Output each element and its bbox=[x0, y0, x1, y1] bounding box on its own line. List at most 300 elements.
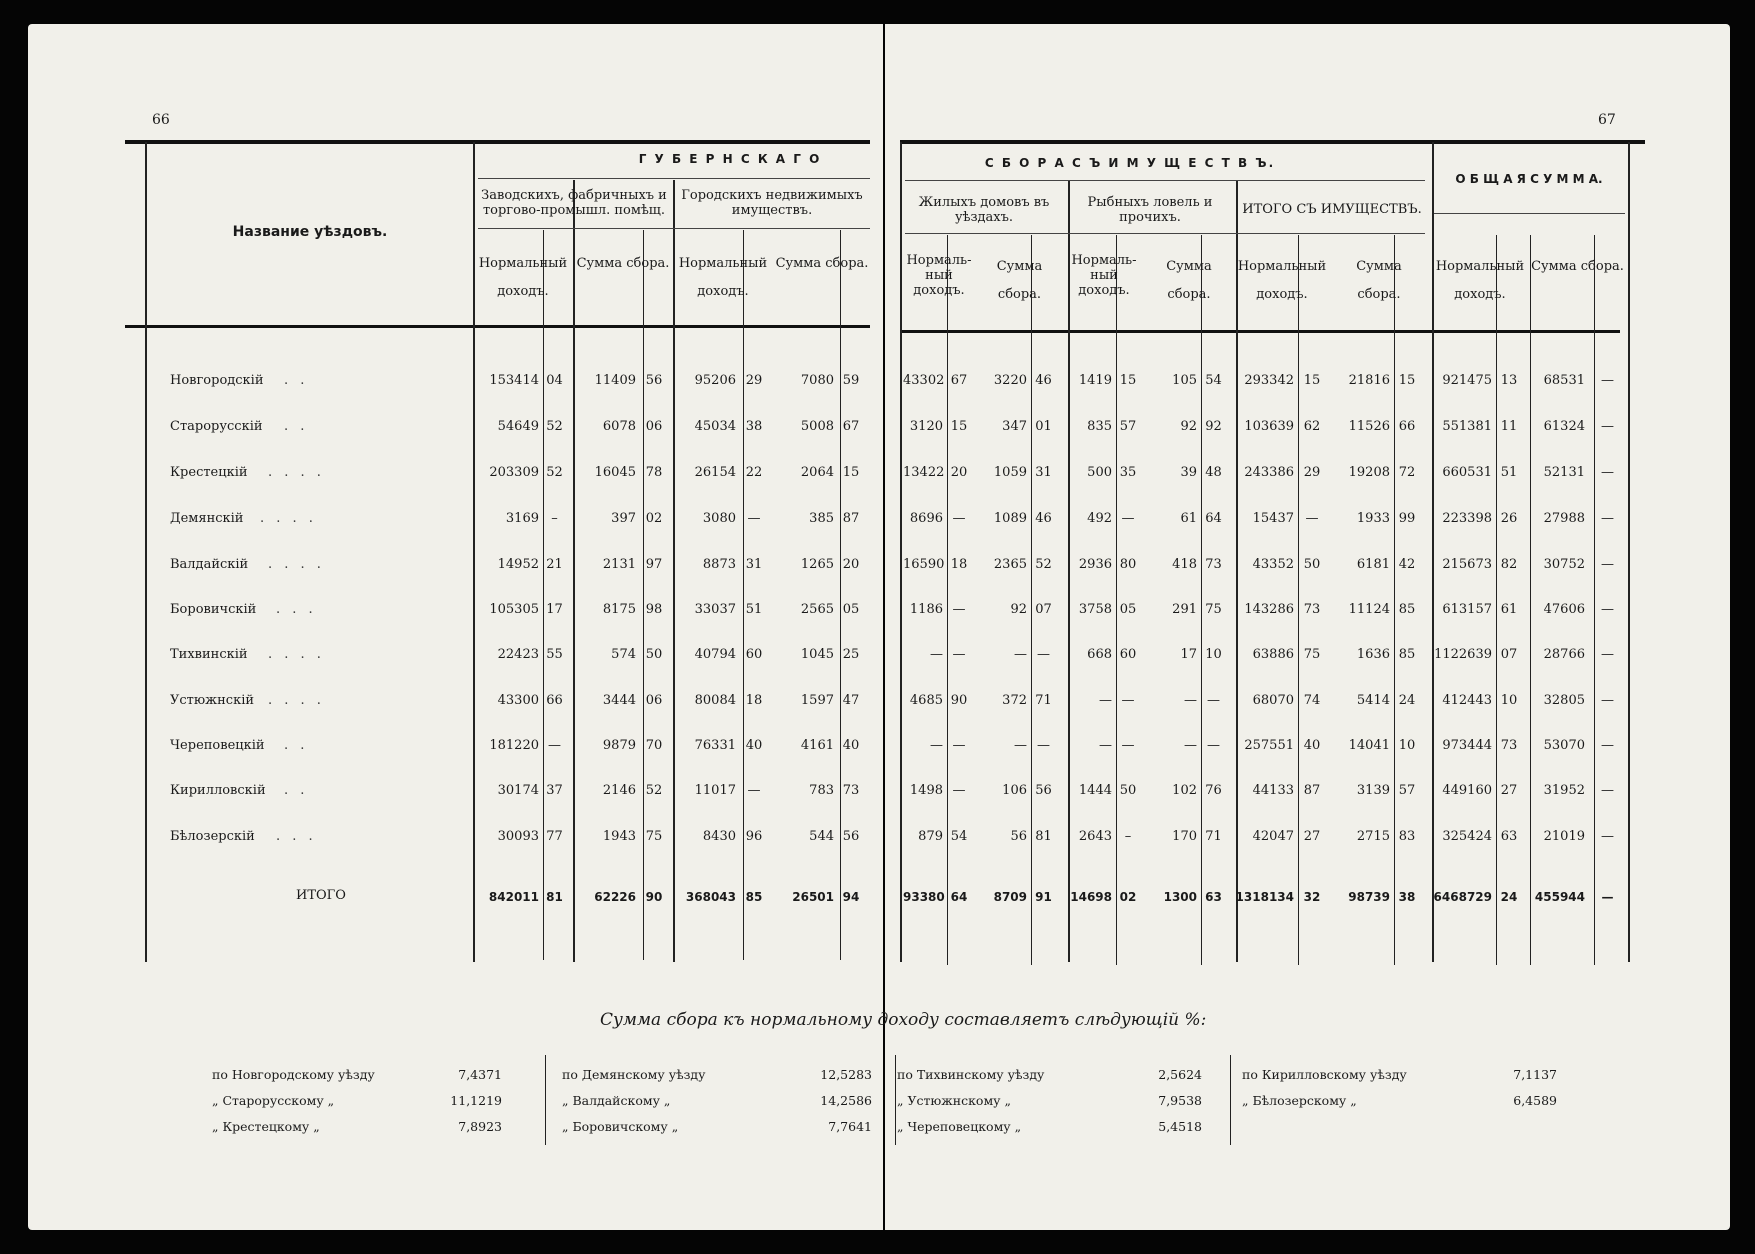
total-value: 91 bbox=[1035, 890, 1052, 904]
cell-value: 76331 bbox=[694, 738, 736, 753]
total-value: 6468729 bbox=[1433, 890, 1492, 904]
summary-label: „ Боровичскому „ bbox=[562, 1119, 679, 1134]
total-value: 14698 bbox=[1070, 890, 1112, 904]
total-value: 98739 bbox=[1348, 890, 1390, 904]
cell-value: 3139 bbox=[1356, 783, 1390, 798]
summary-value: 7,4371 bbox=[458, 1067, 502, 1082]
cell-value: 80084 bbox=[694, 693, 736, 708]
cell-value: 4685 bbox=[909, 693, 943, 708]
cell-value: 75 bbox=[645, 829, 663, 844]
cell-value: — bbox=[1037, 647, 1050, 662]
sub-header: Сумма сбора. bbox=[1356, 259, 1402, 302]
cell-value: 1089 bbox=[993, 511, 1027, 526]
cell-value: 47606 bbox=[1543, 602, 1585, 617]
cell-value: 2131 bbox=[602, 557, 636, 572]
total-value: 93380 bbox=[903, 890, 945, 904]
cell-value: 68531 bbox=[1543, 373, 1585, 388]
cell-value: 8175 bbox=[602, 602, 636, 617]
summary-rule bbox=[1230, 1055, 1231, 1145]
cell-value: 10 bbox=[1205, 647, 1222, 662]
cell-value: 59 bbox=[842, 373, 860, 388]
cell-value: — bbox=[1601, 783, 1614, 798]
cell-value: 77 bbox=[546, 829, 563, 844]
cell-value: 1419 bbox=[1078, 373, 1112, 388]
cell-value: 11409 bbox=[594, 373, 636, 388]
column-rule bbox=[1496, 235, 1497, 965]
cell-value: 143286 bbox=[1244, 602, 1294, 617]
district-name: Кирилловскій bbox=[170, 783, 266, 798]
sub-header: Нормальный доходъ. bbox=[478, 256, 568, 299]
cell-value: 52131 bbox=[1543, 465, 1585, 480]
cell-value: 3220 bbox=[993, 373, 1027, 388]
cell-value: 47 bbox=[842, 693, 860, 708]
cell-value: — bbox=[1207, 738, 1220, 753]
cell-value: 83 bbox=[1398, 829, 1416, 844]
cell-value: 57 bbox=[1398, 783, 1416, 798]
dot-leader: . . . . bbox=[268, 647, 325, 662]
cell-value: 51 bbox=[1500, 465, 1518, 480]
summary-rule bbox=[545, 1055, 546, 1145]
cell-value: 106 bbox=[1002, 783, 1027, 798]
cell-value: — bbox=[1305, 511, 1319, 526]
cell-value: 6181 bbox=[1356, 557, 1390, 572]
cell-value: 54 bbox=[1205, 373, 1222, 388]
cell-value: 66 bbox=[1398, 419, 1416, 434]
sub-header: Сумма сбора. bbox=[576, 256, 670, 271]
table-rule bbox=[900, 330, 1620, 333]
header-rule bbox=[1434, 213, 1625, 214]
summary-value: 12,5283 bbox=[820, 1067, 872, 1082]
cell-value: 73 bbox=[1205, 557, 1222, 572]
cell-value: 30174 bbox=[497, 783, 539, 798]
cell-value: 243386 bbox=[1244, 465, 1294, 480]
cell-value: 25 bbox=[842, 647, 860, 662]
cell-value: 385 bbox=[809, 511, 834, 526]
cell-value: 37 bbox=[546, 783, 563, 798]
cell-value: 15 bbox=[842, 465, 860, 480]
summary-rule bbox=[895, 1055, 896, 1145]
summary-value: 6,4589 bbox=[1513, 1093, 1557, 1108]
district-name: Боровичскій bbox=[170, 602, 257, 617]
cell-value: 9879 bbox=[602, 738, 636, 753]
total-value: 8709 bbox=[993, 890, 1027, 904]
cell-value: 257551 bbox=[1244, 738, 1294, 753]
cell-value: 1933 bbox=[1356, 511, 1390, 526]
cell-value: 72 bbox=[1398, 465, 1416, 480]
cell-value: 53070 bbox=[1543, 738, 1585, 753]
sub-header: Нормаль-ный доходъ. bbox=[1071, 253, 1137, 298]
cell-value: 33037 bbox=[694, 602, 736, 617]
dot-leader: . . . . bbox=[260, 511, 317, 526]
cell-value: 29 bbox=[745, 373, 763, 388]
cell-value: 81 bbox=[1035, 829, 1052, 844]
cell-value: 203309 bbox=[489, 465, 539, 480]
cell-value: 80 bbox=[1119, 557, 1137, 572]
header-title-left: Г У Б Е Р Н С К А Г О bbox=[638, 152, 822, 166]
cell-value: 21816 bbox=[1348, 373, 1390, 388]
cell-value: 50 bbox=[1303, 557, 1321, 572]
cell-value: — bbox=[1601, 602, 1614, 617]
cell-value: 11017 bbox=[694, 783, 736, 798]
cell-value: 07 bbox=[1035, 602, 1052, 617]
cell-value: — bbox=[952, 602, 966, 617]
cell-value: 660531 bbox=[1442, 465, 1492, 480]
summary-label: „ Череповецкому „ bbox=[897, 1119, 1022, 1134]
cell-value: 98 bbox=[645, 602, 663, 617]
cell-value: 153414 bbox=[489, 373, 539, 388]
cell-value: 1122639 bbox=[1434, 647, 1492, 662]
cell-value: 75 bbox=[1205, 602, 1222, 617]
table-rule bbox=[900, 140, 1645, 144]
cell-value: — bbox=[1601, 829, 1614, 844]
summary-value: 14,2586 bbox=[820, 1093, 872, 1108]
cell-value: 21 bbox=[546, 557, 563, 572]
total-value: 38 bbox=[1398, 890, 1416, 904]
cell-value: 10 bbox=[1500, 693, 1518, 708]
dot-leader: . . bbox=[284, 783, 309, 798]
cell-value: 22423 bbox=[497, 647, 539, 662]
cell-value: 1045 bbox=[800, 647, 834, 662]
cell-value: — bbox=[952, 511, 966, 526]
cell-value: — bbox=[1601, 511, 1614, 526]
cell-value: 2715 bbox=[1356, 829, 1390, 844]
cell-value: 70 bbox=[645, 738, 663, 753]
cell-value: 8696 bbox=[909, 511, 943, 526]
cell-value: 35 bbox=[1119, 465, 1137, 480]
district-name: Тихвинскій bbox=[170, 647, 248, 662]
cell-value: — bbox=[1601, 693, 1614, 708]
cell-value: 68070 bbox=[1252, 693, 1294, 708]
cell-value: 921475 bbox=[1442, 373, 1492, 388]
cell-value: 90 bbox=[950, 693, 968, 708]
cell-value: 22 bbox=[745, 465, 763, 480]
cell-value: — bbox=[1121, 693, 1135, 708]
total-value: 90 bbox=[645, 890, 663, 904]
cell-value: 96 bbox=[745, 829, 763, 844]
column-rule bbox=[1594, 235, 1595, 965]
cell-value: 52 bbox=[546, 419, 563, 434]
cell-value: 19208 bbox=[1348, 465, 1390, 480]
column-rule bbox=[1201, 235, 1202, 965]
cell-value: — bbox=[1601, 738, 1614, 753]
cell-value: 06 bbox=[645, 693, 663, 708]
cell-value: 44133 bbox=[1252, 783, 1294, 798]
cell-value: 29 bbox=[1303, 465, 1321, 480]
district-name: Демянскій bbox=[170, 511, 244, 526]
cell-value: — bbox=[1014, 738, 1027, 753]
cell-value: 48 bbox=[1205, 465, 1222, 480]
column-rule bbox=[743, 230, 744, 960]
summary-label: по Кирилловскому уѣзду bbox=[1242, 1067, 1407, 1082]
district-name: Старорусскій bbox=[170, 419, 263, 434]
cell-value: 325424 bbox=[1442, 829, 1492, 844]
cell-value: 85 bbox=[1398, 647, 1416, 662]
cell-value: 39 bbox=[1180, 465, 1197, 480]
cell-value: 28766 bbox=[1543, 647, 1585, 662]
cell-value: 13422 bbox=[903, 465, 945, 480]
sub-header: Сумма сбора. bbox=[1531, 259, 1624, 274]
cell-value: 449160 bbox=[1442, 783, 1492, 798]
summary-label: по Новгородскому уѣзду bbox=[212, 1067, 375, 1082]
cell-value: 67 bbox=[950, 373, 968, 388]
cell-value: 24 bbox=[1398, 693, 1416, 708]
group-header: Городскихъ недвижимыхъ имуществъ. bbox=[681, 188, 863, 218]
district-name: Устюжнскій bbox=[170, 693, 255, 708]
total-value: 85 bbox=[745, 890, 763, 904]
cell-value: — bbox=[1099, 693, 1112, 708]
total-value: 842011 bbox=[488, 890, 539, 904]
cell-value: 40 bbox=[842, 738, 860, 753]
total-value: 1318134 bbox=[1235, 890, 1294, 904]
header-rule bbox=[905, 233, 1425, 234]
cell-value: 02 bbox=[645, 511, 663, 526]
cell-value: 05 bbox=[1119, 602, 1137, 617]
summary-label: „ Валдайскому „ bbox=[562, 1093, 671, 1108]
cell-value: 46 bbox=[1035, 511, 1052, 526]
cell-value: — bbox=[1184, 738, 1197, 753]
cell-value: 2565 bbox=[800, 602, 834, 617]
summary-value: 7,1137 bbox=[1513, 1067, 1557, 1082]
cell-value: 3120 bbox=[909, 419, 943, 434]
total-value: 26501 bbox=[792, 890, 834, 904]
cell-value: 64 bbox=[1205, 511, 1222, 526]
cell-value: 99 bbox=[1398, 511, 1416, 526]
cell-value: 95206 bbox=[694, 373, 736, 388]
column-rule bbox=[1116, 235, 1117, 965]
cell-value: 57 bbox=[1119, 419, 1137, 434]
group-header: ИТОГО СЪ ИМУЩЕСТВЪ. bbox=[1242, 202, 1422, 217]
summary-label: „ Старорусскому „ bbox=[212, 1093, 335, 1108]
page-number-left: 66 bbox=[152, 112, 170, 128]
cell-value: 412443 bbox=[1442, 693, 1492, 708]
cell-value: 55 bbox=[546, 647, 563, 662]
cell-value: 92 bbox=[1010, 602, 1027, 617]
sub-header: Нормальный доходъ. bbox=[678, 256, 768, 299]
cell-value: 2936 bbox=[1078, 557, 1112, 572]
dot-leader: . . bbox=[284, 373, 309, 388]
cell-value: 73 bbox=[842, 783, 860, 798]
cell-value: 15 bbox=[1119, 373, 1137, 388]
header-rule bbox=[905, 180, 1425, 181]
cell-value: 15 bbox=[1303, 373, 1321, 388]
cell-value: 291 bbox=[1172, 602, 1197, 617]
dot-leader: . . . . bbox=[268, 557, 325, 572]
sub-header: Сумма сбора. bbox=[1166, 259, 1212, 302]
cell-value: 10 bbox=[1398, 738, 1416, 753]
cell-value: 04 bbox=[546, 373, 563, 388]
total-value: 94 bbox=[842, 890, 860, 904]
cell-value: 66 bbox=[546, 693, 563, 708]
total-label: ИТОГО bbox=[296, 888, 346, 903]
column-rule bbox=[840, 230, 841, 960]
column-rule bbox=[1530, 235, 1531, 965]
total-value: 24 bbox=[1500, 890, 1518, 904]
cell-value: 42047 bbox=[1252, 829, 1294, 844]
dot-leader: . . . . bbox=[268, 693, 325, 708]
cell-value: 31 bbox=[1035, 465, 1052, 480]
cell-value: 52 bbox=[546, 465, 563, 480]
cell-value: 31 bbox=[745, 557, 763, 572]
cell-value: 87 bbox=[1303, 783, 1321, 798]
cell-value: 973444 bbox=[1442, 738, 1492, 753]
cell-value: 574 bbox=[611, 647, 636, 662]
cell-value: 3444 bbox=[602, 693, 636, 708]
cell-value: 56 bbox=[1010, 829, 1027, 844]
cell-value: 27988 bbox=[1543, 511, 1585, 526]
cell-value: 16045 bbox=[594, 465, 636, 480]
cell-value: 40 bbox=[745, 738, 763, 753]
district-name: Новгородскій bbox=[170, 373, 264, 388]
cell-value: 82 bbox=[1500, 557, 1518, 572]
summary-title: Сумма сбора къ нормальному доходу составляетъ слѣдующій %: bbox=[600, 1010, 1207, 1030]
cell-value: — bbox=[1601, 465, 1614, 480]
cell-value: 40 bbox=[1303, 738, 1321, 753]
table-rule bbox=[125, 140, 870, 144]
cell-value: — bbox=[930, 647, 943, 662]
cell-value: 50 bbox=[645, 647, 663, 662]
cell-value: 45034 bbox=[694, 419, 736, 434]
cell-value: — bbox=[1601, 419, 1614, 434]
cell-value: 2064 bbox=[800, 465, 834, 480]
cell-value: 21019 bbox=[1543, 829, 1585, 844]
summary-label: по Демянскому уѣзду bbox=[562, 1067, 706, 1082]
district-name: Бѣлозерскій bbox=[170, 829, 255, 844]
summary-label: по Тихвинскому уѣзду bbox=[897, 1067, 1045, 1082]
cell-value: 54 bbox=[950, 829, 968, 844]
cell-value: 43352 bbox=[1252, 557, 1294, 572]
cell-value: 11526 bbox=[1348, 419, 1390, 434]
cell-value: 397 bbox=[611, 511, 636, 526]
cell-value: — bbox=[1601, 373, 1614, 388]
cell-value: — bbox=[930, 738, 943, 753]
cell-value: 26154 bbox=[694, 465, 736, 480]
cell-value: 56 bbox=[645, 373, 663, 388]
total-value: 62226 bbox=[594, 890, 636, 904]
cell-value: 63 bbox=[1500, 829, 1518, 844]
column-rule bbox=[1628, 142, 1630, 962]
cell-value: 51 bbox=[745, 602, 763, 617]
cell-value: 17 bbox=[546, 602, 563, 617]
cell-value: — bbox=[1037, 738, 1050, 753]
group-header: Жилыхъ домовъ въ уѣздахъ. bbox=[918, 195, 1050, 225]
total-value: 63 bbox=[1205, 890, 1222, 904]
cell-value: — bbox=[747, 783, 761, 798]
cell-value: 103639 bbox=[1244, 419, 1294, 434]
cell-value: 50 bbox=[1119, 783, 1137, 798]
cell-value: 1636 bbox=[1356, 647, 1390, 662]
summary-value: 11,1219 bbox=[450, 1093, 502, 1108]
cell-value: 223398 bbox=[1442, 511, 1492, 526]
cell-value: 07 bbox=[1500, 647, 1518, 662]
cell-value: 92 bbox=[1180, 419, 1197, 434]
cell-value: 1597 bbox=[800, 693, 834, 708]
cell-value: 879 bbox=[918, 829, 943, 844]
cell-value: 85 bbox=[1398, 602, 1416, 617]
header-title-right: С Б О Р А С Ъ И М У Щ Е С Т В Ъ. bbox=[984, 156, 1276, 170]
cell-value: 17 bbox=[1180, 647, 1197, 662]
cell-value: 43302 bbox=[903, 373, 945, 388]
cell-value: 3080 bbox=[702, 511, 736, 526]
cell-value: 20 bbox=[950, 465, 968, 480]
total-value: — bbox=[1601, 890, 1614, 904]
total-value: 64 bbox=[950, 890, 968, 904]
cell-value: 76 bbox=[1205, 783, 1222, 798]
cell-value: 3169 bbox=[505, 511, 539, 526]
cell-value: 170 bbox=[1172, 829, 1197, 844]
cell-value: 56 bbox=[1035, 783, 1052, 798]
cell-value: 492 bbox=[1087, 511, 1112, 526]
cell-value: 01 bbox=[1035, 419, 1052, 434]
cell-value: 67 bbox=[842, 419, 860, 434]
cell-value: 1186 bbox=[909, 602, 943, 617]
cell-value: 293342 bbox=[1244, 373, 1294, 388]
cell-value: 8873 bbox=[702, 557, 736, 572]
cell-value: 613157 bbox=[1442, 602, 1492, 617]
cell-value: 5414 bbox=[1356, 693, 1390, 708]
cell-value: 418 bbox=[1172, 557, 1197, 572]
cell-value: 38 bbox=[745, 419, 763, 434]
district-name: Валдайскій bbox=[170, 557, 249, 572]
cell-value: — bbox=[1014, 647, 1027, 662]
cell-value: 1059 bbox=[993, 465, 1027, 480]
sub-header: Нормальный доходъ. bbox=[1435, 259, 1525, 302]
cell-value: — bbox=[1121, 738, 1135, 753]
cell-value: 13 bbox=[1500, 373, 1518, 388]
total-value: 32 bbox=[1303, 890, 1321, 904]
header-name: Название уѣздовъ. bbox=[232, 224, 388, 240]
column-rule bbox=[145, 142, 147, 962]
cell-value: — bbox=[952, 738, 966, 753]
cell-value: 75 bbox=[1303, 647, 1321, 662]
cell-value: 54649 bbox=[497, 419, 539, 434]
cell-value: 2643 bbox=[1078, 829, 1112, 844]
column-rule bbox=[947, 235, 948, 965]
cell-value: 783 bbox=[809, 783, 834, 798]
cell-value: 102 bbox=[1172, 783, 1197, 798]
cell-value: 74 bbox=[1303, 693, 1321, 708]
cell-value: 42 bbox=[1398, 557, 1416, 572]
cell-value: 16590 bbox=[903, 557, 945, 572]
column-rule bbox=[1031, 235, 1032, 965]
cell-value: 14952 bbox=[497, 557, 539, 572]
cell-value: 87 bbox=[842, 511, 860, 526]
cell-value: 52 bbox=[645, 783, 663, 798]
cell-value: 6078 bbox=[602, 419, 636, 434]
summary-label: „ Бѣлозерскому „ bbox=[1242, 1093, 1357, 1108]
cell-value: 30752 bbox=[1543, 557, 1585, 572]
cell-value: — bbox=[1121, 511, 1135, 526]
cell-value: 92 bbox=[1205, 419, 1222, 434]
cell-value: 61324 bbox=[1543, 419, 1585, 434]
cell-value: 5008 bbox=[800, 419, 834, 434]
column-rule bbox=[643, 230, 644, 960]
cell-value: 2146 bbox=[602, 783, 636, 798]
cell-value: — bbox=[1601, 557, 1614, 572]
cell-value: 15 bbox=[950, 419, 968, 434]
sub-header: Нормаль-ный доходъ. bbox=[906, 253, 972, 298]
cell-value: 15 bbox=[1398, 373, 1416, 388]
dot-leader: . . . . bbox=[268, 465, 325, 480]
cell-value: 20 bbox=[842, 557, 860, 572]
cell-value: 215673 bbox=[1442, 557, 1492, 572]
cell-value: 2365 bbox=[993, 557, 1027, 572]
cell-value: 31952 bbox=[1543, 783, 1585, 798]
cell-value: 3758 bbox=[1078, 602, 1112, 617]
cell-value: — bbox=[1601, 647, 1614, 662]
cell-value: 63886 bbox=[1252, 647, 1294, 662]
total-value: 455944 bbox=[1534, 890, 1585, 904]
cell-value: 7080 bbox=[800, 373, 834, 388]
